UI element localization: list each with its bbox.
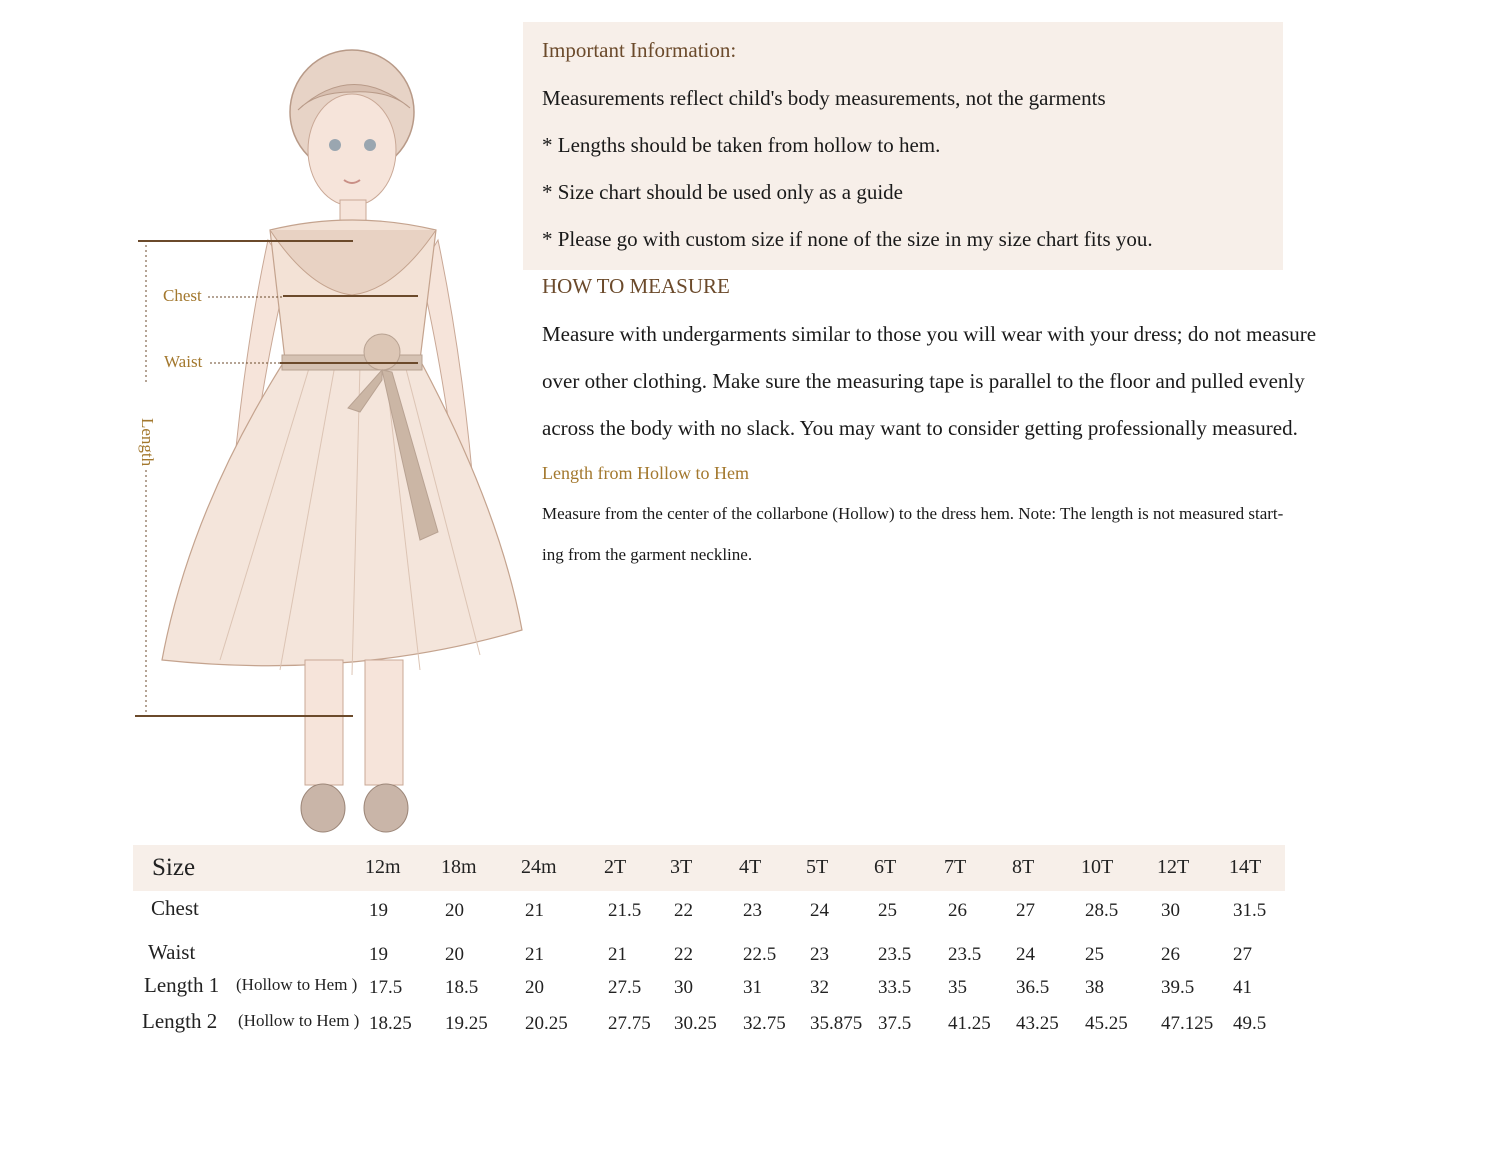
table-cell: 18.5 [445,977,479,998]
table-cell: 19 [369,900,388,921]
size-header-cell: 8T [1012,856,1035,878]
info-line-4: * Please go with custom size if none of the size in my size chart fits you. [542,227,1153,251]
table-cell: 20 [525,977,544,998]
table-cell: 21 [525,944,544,965]
table-cell: 21 [608,944,627,965]
table-cell: 38 [1085,977,1104,998]
table-cell: 21.5 [608,900,642,921]
waist-measure-label: Waist [164,352,203,371]
table-cell: 31 [743,977,762,998]
table-cell: 26 [1161,944,1180,965]
table-cell: 30 [1161,900,1180,921]
table-cell: 43.25 [1016,1013,1059,1034]
table-cell: 47.125 [1161,1013,1214,1034]
table-cell: 27.5 [608,977,642,998]
size-header-cell: 12T [1157,856,1190,878]
table-cell: 22.5 [743,944,777,965]
table-cell: 32.75 [743,1013,786,1034]
table-cell: 23 [810,944,829,965]
table-cell: 35.875 [810,1013,863,1034]
info-line-2: * Lengths should be taken from hollow to hem. [542,133,941,157]
table-cell: 21 [525,900,544,921]
table-row-label: Waist [148,940,196,964]
table-cell: 24 [1016,944,1035,965]
how-to-measure-text-1: Measure with undergarments similar to those you will wear with your dress; do not measure [542,322,1317,346]
table-cell: 18.25 [369,1013,412,1034]
size-header-cell: 6T [874,856,897,878]
table-cell: 39.5 [1161,977,1195,998]
dress-figure-drawing [120,40,540,840]
length-description-1: Measure from the center of the collarbone (Hollow) to the dress hem. Note: The length is not measured start- [542,504,1284,523]
table-cell: 27 [1016,900,1035,921]
table-cell: 23.5 [878,944,912,965]
table-cell: 27.75 [608,1013,651,1034]
length-description-2: ing from the garment neckline. [542,545,753,564]
table-cell: 37.5 [878,1013,912,1034]
size-header-cell: 4T [739,856,762,878]
table-cell: 32 [810,977,829,998]
table-row-label: Length 2 [142,1009,218,1033]
table-cell: 23 [743,900,762,921]
size-header-cell: 3T [670,856,693,878]
table-cell: 22 [674,900,693,921]
length-heading: Length from Hollow to Hem [542,463,749,483]
size-header-cell: 18m [441,856,477,878]
chest-measure-label: Chest [163,286,202,305]
table-cell: 25 [1085,944,1104,965]
table-cell: 20.25 [525,1013,568,1034]
size-header-cell: 7T [944,856,967,878]
table-cell: 30 [674,977,693,998]
info-line-3: * Size chart should be used only as a guide [542,180,903,204]
table-cell: 25 [878,900,897,921]
table-row-label: Length 1 [144,973,220,997]
table-cell: 22 [674,944,693,965]
table-cell: 30.25 [674,1013,717,1034]
size-header-cell: 14T [1229,856,1262,878]
table-cell: 26 [948,900,967,921]
how-to-measure-heading: HOW TO MEASURE [542,274,730,298]
table-cell: 41 [1233,977,1252,998]
length-measure-label: Length [138,418,157,467]
how-to-measure-text-3: across the body with no slack. You may want to consider getting professionally measured. [542,416,1298,440]
table-row-sublabel: (Hollow to Hem ) [236,975,358,994]
table-cell: 19 [369,944,388,965]
table-cell: 19.25 [445,1013,488,1034]
table-cell: 35 [948,977,967,998]
size-header-cell: 5T [806,856,829,878]
table-cell: 49.5 [1233,1013,1267,1034]
table-cell: 20 [445,900,464,921]
size-header-cell: 2T [604,856,627,878]
size-header-cell: 24m [521,856,557,878]
info-line-1: Measurements reflect child's body measurements, not the garments [542,86,1106,110]
size-header-label: Size [152,854,196,881]
table-cell: 24 [810,900,829,921]
table-cell: 20 [445,944,464,965]
size-header-cell: 12m [365,856,401,878]
table-cell: 33.5 [878,977,912,998]
table-cell: 36.5 [1016,977,1050,998]
table-row-label: Chest [151,896,199,920]
table-cell: 27 [1233,944,1252,965]
table-cell: 28.5 [1085,900,1119,921]
size-header-cell: 10T [1081,856,1114,878]
table-cell: 31.5 [1233,900,1267,921]
child-dress-illustration [120,40,540,840]
table-cell: 23.5 [948,944,982,965]
important-info-heading: Important Information: [542,38,737,62]
table-cell: 45.25 [1085,1013,1128,1034]
table-cell: 41.25 [948,1013,991,1034]
how-to-measure-text-2: over other clothing. Make sure the measuring tape is parallel to the floor and pulled evenly [542,369,1305,393]
table-row-sublabel: (Hollow to Hem ) [238,1011,360,1030]
table-cell: 17.5 [369,977,403,998]
